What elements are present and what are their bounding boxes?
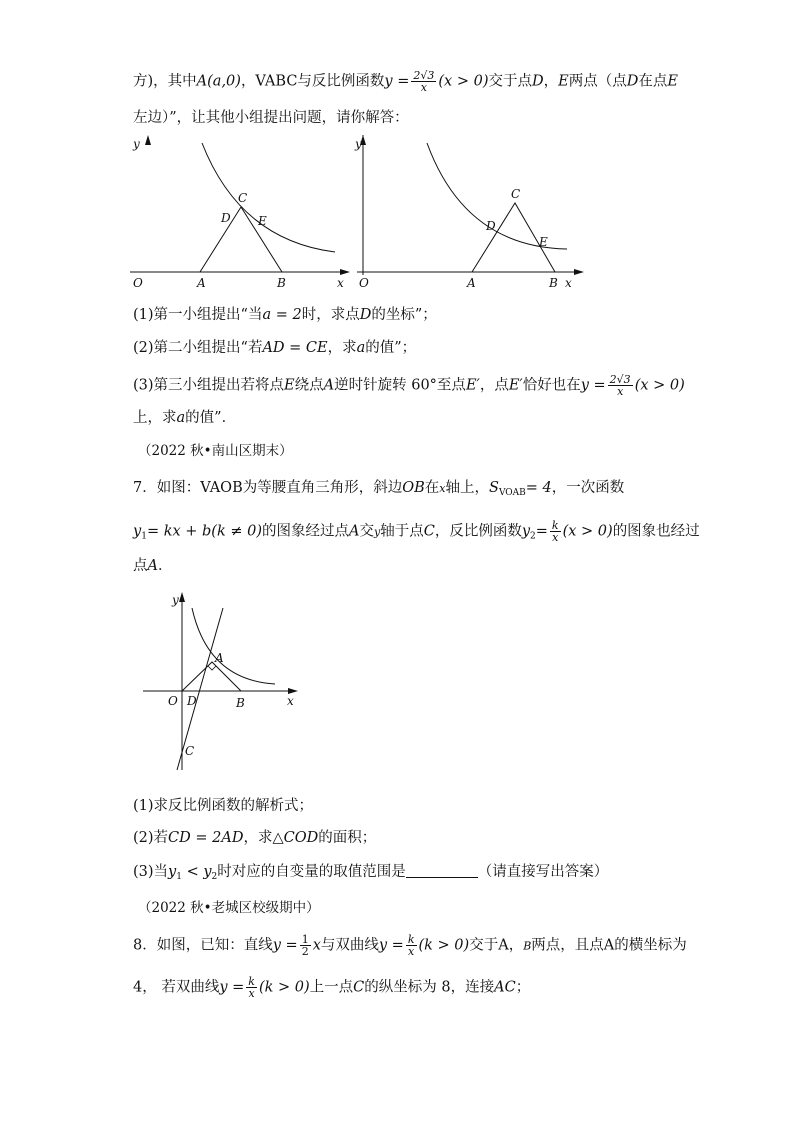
text: 两点（点 [568, 73, 627, 90]
q7-line-1 [133, 478, 624, 503]
math: D [359, 307, 372, 323]
hyperbola [202, 143, 335, 252]
label-o: O [133, 276, 143, 290]
label-d: D [187, 694, 197, 708]
text: ，求 [327, 340, 357, 356]
q7-part-3 [133, 862, 608, 887]
right-angle-mark [208, 666, 216, 670]
text: 8．如图，已知：直线 [133, 937, 273, 954]
fraction [411, 70, 436, 93]
text: 轴于点 [380, 523, 424, 540]
math: CD = 2AD [168, 830, 244, 846]
text: ，反比例函数 [434, 523, 522, 540]
text: (2)若 [133, 830, 169, 846]
label-y: y [133, 137, 140, 151]
frac-den: x [617, 385, 624, 398]
label-c: C [511, 187, 521, 201]
fraction [300, 934, 311, 957]
math: = kx + b(k ≠ 0) [146, 523, 263, 540]
text: 4， 若双曲线 [133, 979, 220, 996]
math: AC [494, 979, 516, 996]
hyperbola [427, 143, 567, 249]
q6-line-1 [133, 70, 678, 93]
text: ． [157, 558, 173, 574]
y-axis-arrow [179, 592, 185, 602]
frac-den: x [420, 81, 427, 94]
label-c: C [185, 744, 195, 758]
math: x [439, 482, 446, 495]
frac-den: x [552, 531, 559, 544]
point-a-expr: A(a,0) [196, 73, 241, 90]
math: E [558, 73, 569, 90]
fraction [550, 520, 561, 543]
y-axis-arrow [145, 135, 151, 145]
text: 两点，且点 [531, 937, 604, 954]
label-o: O [359, 276, 369, 290]
text: 的纵坐标为 8，连接 [364, 979, 495, 996]
math: A [498, 937, 509, 954]
label-c: C [238, 191, 248, 205]
label-e: E [539, 235, 548, 249]
frac-num: k [407, 933, 415, 946]
text: 时，求点 [301, 307, 360, 323]
label-o: O [168, 694, 178, 708]
math: = [535, 523, 548, 540]
q6-part-2 [133, 338, 416, 358]
figure-q6-left [125, 135, 355, 295]
math: A [147, 558, 158, 574]
math: OB [402, 480, 425, 496]
text: 的坐标”； [371, 307, 437, 323]
q6-part-3-cont [133, 408, 236, 428]
text: 点 [133, 558, 148, 574]
text: 的横坐标为 [614, 937, 687, 954]
q8-line-1 [133, 934, 687, 957]
math: (k > 0) [418, 937, 470, 954]
label-y: y [172, 593, 179, 607]
text: ，一次函数 [551, 480, 625, 496]
q6-part-3 [133, 374, 685, 397]
label-b: B [277, 276, 286, 290]
text: 交 [359, 523, 374, 540]
figure-q7 [140, 590, 310, 780]
frac-num: k [248, 975, 255, 988]
q6-line-2: 左边）”，让其他小组提出问题，请你解答： [133, 110, 409, 126]
text: 方)，其中 [133, 73, 197, 90]
math: y [133, 523, 142, 540]
answer-blank[interactable] [406, 863, 478, 878]
math: E [284, 377, 295, 394]
text: 7．如图：VAOB为等腰直角三角形，斜边 [133, 480, 403, 496]
text: ， [508, 937, 524, 954]
q7-part-1: (1)求反比例函数的解析式； [133, 798, 314, 814]
text: 的值”； [365, 340, 417, 356]
text: ； [515, 979, 531, 996]
q7-line-3 [133, 556, 172, 576]
math: y [521, 523, 531, 540]
text: ，求△ [243, 830, 284, 846]
math: (x > 0) [438, 73, 489, 90]
label-a: A [467, 276, 476, 290]
math: (x > 0) [562, 523, 613, 540]
fraction [406, 934, 417, 957]
text: 在 [424, 480, 440, 496]
text: 的图象经过点 [262, 523, 350, 540]
math: C [353, 979, 365, 996]
q6-part-1 [133, 305, 437, 325]
math: E′ [508, 377, 523, 394]
math: E′ [465, 377, 480, 394]
frac-num: 2√3 [609, 373, 631, 386]
label-x: x [565, 276, 572, 290]
frac-den: x [408, 945, 415, 958]
text: (1)第一小组提出“当 [133, 307, 263, 323]
q8-line-2 [133, 976, 530, 999]
text: 的值”． [185, 410, 237, 426]
label-a: A [197, 276, 206, 290]
frac-num: 2√3 [413, 69, 435, 82]
math: E [667, 73, 678, 90]
text: 恰好也在 [522, 377, 581, 394]
label-x: x [287, 694, 294, 708]
label-a: A [215, 651, 224, 665]
math: AD = CE [262, 340, 328, 356]
label-y: y [355, 137, 362, 151]
text: 交于点 [488, 73, 532, 90]
math: < y [181, 864, 212, 880]
subscript: 2 [530, 531, 536, 542]
triangle-aob [182, 662, 241, 691]
frac-den: 2 [301, 945, 309, 958]
label-d: D [486, 219, 496, 233]
x-axis-arrow [340, 269, 350, 275]
text: 的面积； [318, 830, 377, 846]
math: COD [283, 830, 319, 846]
text: 在点 [638, 73, 668, 90]
figure-q6-right [355, 135, 590, 295]
fraction [246, 976, 257, 999]
text: 时对应的自变量的取值范围是 [217, 864, 406, 880]
label-b: B [549, 276, 558, 290]
math: C [423, 523, 435, 540]
q7-line-2 [133, 520, 700, 547]
source-q8: （2022 秋•老城区校级期中） [138, 900, 320, 916]
label-e: E [258, 214, 267, 228]
math: y [374, 525, 381, 539]
math: S [489, 480, 499, 496]
math: (k > 0) [258, 979, 310, 996]
math: B [523, 939, 532, 953]
frac-den: x [248, 987, 255, 1000]
label-d: D [221, 211, 231, 225]
math: A [603, 937, 615, 954]
math: y [168, 864, 177, 880]
math: D [626, 73, 639, 90]
text: 交于 [469, 937, 499, 954]
text: 与双曲线 [320, 937, 379, 954]
math: y = [219, 979, 245, 996]
text: （请直接写出答案） [477, 864, 609, 880]
frac-num: k [551, 519, 559, 532]
math: A [349, 523, 360, 540]
math: D [531, 73, 544, 90]
text: (2)第二小组提出“若 [133, 340, 263, 356]
text: 绕点 [294, 377, 324, 394]
text: 上一点 [309, 979, 354, 996]
math: x [312, 937, 321, 954]
triangle-abc [200, 207, 282, 272]
text: ，点 [479, 377, 509, 394]
math: (x > 0) [634, 377, 685, 394]
math: y = [272, 937, 298, 954]
text: 轴上， [445, 480, 489, 496]
math: a = 2 [262, 307, 302, 323]
subscript: 1 [176, 872, 182, 882]
math: = 4 [525, 480, 552, 496]
source-q7: （2022 秋•南山区期末） [138, 443, 293, 459]
math: y = [378, 937, 404, 954]
subscript: VOAB [498, 488, 526, 498]
x-axis-arrow [574, 269, 584, 275]
math: a [356, 340, 366, 356]
text: 逆时针旋转 60°至点 [334, 377, 466, 394]
text: 的图象也经过 [612, 523, 700, 540]
label-x: x [337, 276, 344, 290]
math: y = [384, 73, 410, 90]
frac-num: 1 [301, 933, 309, 946]
text: ，VABC与反比例函数 [240, 73, 385, 90]
math: y = [580, 377, 606, 394]
math: A [323, 377, 335, 394]
text: ， [543, 73, 559, 90]
text: 上，求 [133, 410, 177, 426]
label-b: B [236, 696, 245, 710]
subscript: 2 [211, 872, 218, 882]
math: a [176, 410, 186, 426]
subscript: 1 [141, 531, 147, 542]
text: (3)当 [133, 864, 169, 880]
fraction [608, 374, 633, 397]
text: (3)第三小组提出若将点 [133, 377, 285, 394]
q7-part-2 [133, 828, 376, 848]
